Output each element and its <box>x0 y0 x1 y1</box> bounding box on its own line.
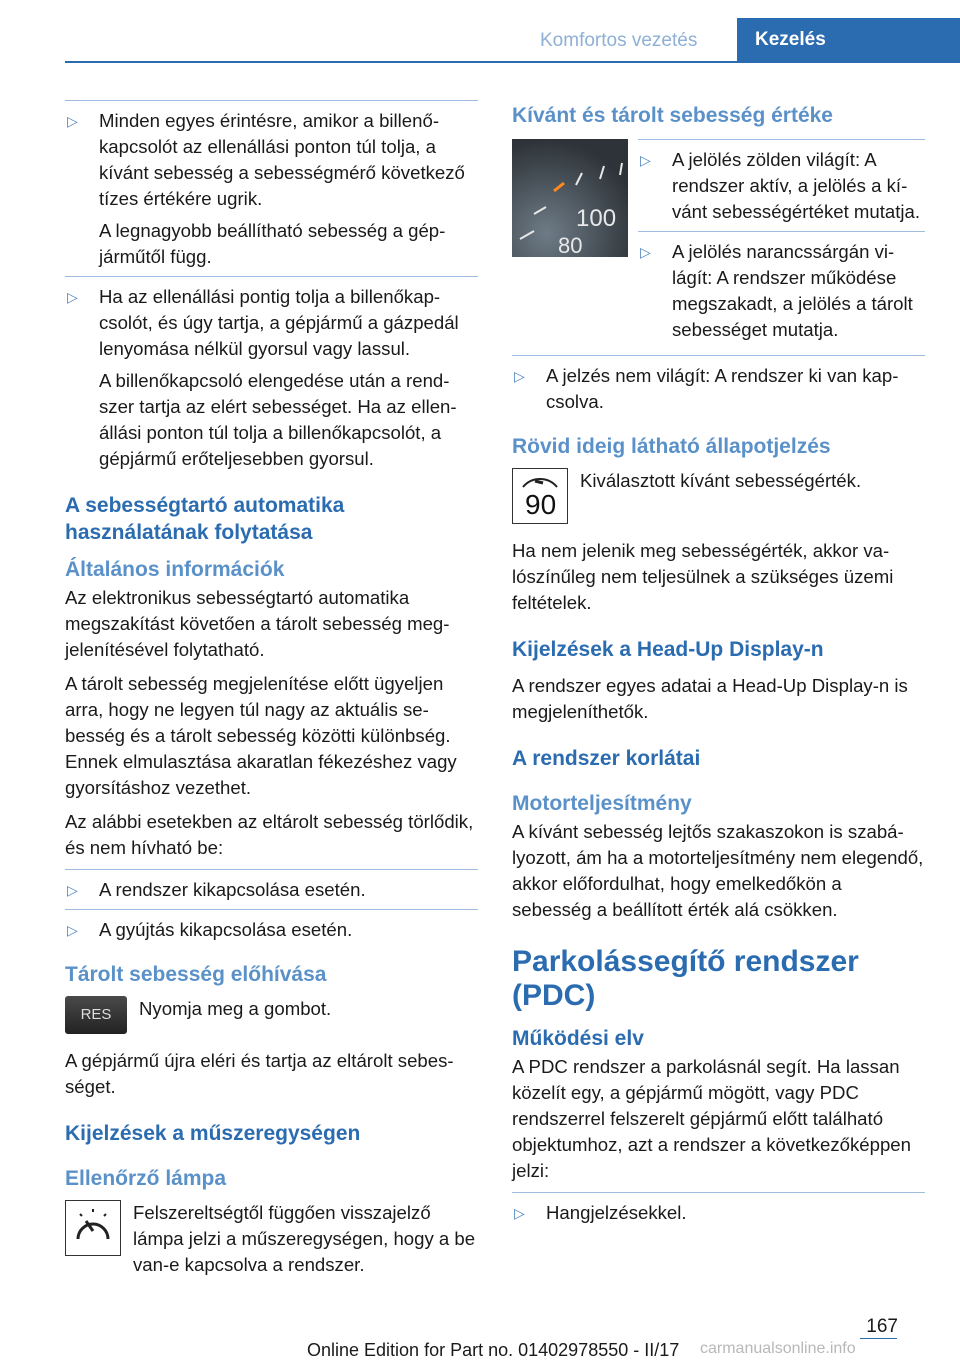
paragraph: A PDC rendszer a parkolásnál segít. Ha lassan közelít egy, a gépjármű mögött, vagy PDC rendszerrel felszerelt gépjármű előtt található objektumhoz, azt a rendszer a következőképpen jelzi: <box>512 1056 911 1181</box>
paragraph: Az elektronikus sebességtartó automatika megszakítást követően a tárolt sebesség megjelenítésével folytatható. <box>65 587 450 660</box>
footer-rule <box>860 1338 897 1339</box>
gauge-label-100: 100 <box>576 205 617 232</box>
triangle-bullet-icon: ▷ <box>514 368 525 384</box>
list-text: A gyújtás kikapcsolása esetén. <box>99 919 353 940</box>
list-item <box>638 139 925 225</box>
paragraph: Nyomja meg a gombot. <box>139 998 332 1019</box>
header-section-title: Komfortos vezetés <box>540 30 698 51</box>
triangle-bullet-icon: ▷ <box>67 882 78 898</box>
paragraph: A rendszer egyes adatai a Head-Up Display-n is megjeleníthetők. <box>512 675 908 722</box>
list-text: A rendszer kikapcsolása esetén. <box>99 879 366 900</box>
list-item <box>512 355 925 415</box>
page-number: 167 <box>866 1316 898 1337</box>
triangle-bullet-icon: ▷ <box>640 244 651 260</box>
paragraph: Felszereltségtől függően visszajelző lámpa jelzi a műszeregységen, hogy a be van-e kapcsolva a rendszer. <box>133 1202 476 1275</box>
list-text: Minden egyes érintésre, amikor a billenőkapcsolót az ellenállási ponton túl tolja, a kívánt sebesség a sebességmérő következő tízes értékére ugrik. <box>99 110 465 209</box>
left-column <box>65 100 478 1292</box>
subsection-heading: Általános információk <box>65 558 285 581</box>
subsection-heading: Rövid ideig látható állapotjelzés <box>512 435 831 458</box>
list-item <box>65 276 478 472</box>
paragraph: Ha nem jelenik meg sebességérték, akkor valószínűleg nem teljesülnek a szükséges üzemi feltételek. <box>512 540 894 613</box>
list-text: A jelzés nem világít: A rendszer ki van kapcsolva. <box>546 365 899 412</box>
gauge-list <box>638 139 925 349</box>
list-item <box>65 100 478 270</box>
section-heading: A rendszer korlátai <box>512 747 701 770</box>
list-item <box>65 869 478 903</box>
list-item <box>65 909 478 943</box>
triangle-bullet-icon: ▷ <box>67 922 78 938</box>
speed-90-icon <box>512 468 568 524</box>
gauge-label-80: 80 <box>558 233 583 257</box>
list-text: A jelölés narancssárgán világít: A rendszer működése megszakadt, a jelölés a tárolt sebességet mutatja. <box>672 241 913 340</box>
section-heading: Működési elv <box>512 1027 644 1050</box>
list-text: Hangjelzésekkel. <box>546 1202 687 1223</box>
header-rule <box>65 61 960 63</box>
triangle-bullet-icon: ▷ <box>640 152 651 168</box>
subsection-heading: Kívánt és tárolt sebesség értéke <box>512 104 833 127</box>
section-heading: Kijelzések a műszeregységen <box>65 1122 361 1145</box>
list-item <box>638 231 925 343</box>
right-column <box>512 100 925 1232</box>
subsection-heading: Motorteljesítmény <box>512 792 692 815</box>
paragraph: Az alábbi esetekben az eltárolt sebesség törlődik, és nem hívható be: <box>65 811 474 858</box>
triangle-bullet-icon: ▷ <box>67 113 78 129</box>
speedometer-lamp-icon <box>65 1200 121 1256</box>
chapter-heading: Parkolássegítő rendszer (PDC) <box>512 945 859 1012</box>
triangle-bullet-icon: ▷ <box>67 289 78 305</box>
list-text: A billenőkapcsoló elengedése után a rendszer tartja az elért sebességet. Ha az ellenállási ponton túl tolja a billenőkapcsolót, a gépjármű erőteljesebben gyorsul. <box>99 370 457 469</box>
paragraph: A gépjármű újra eléri és tartja az eltárolt sebességet. <box>65 1050 454 1097</box>
list-text: A jelölés zölden világít: A rendszer aktív, a jelölés a kívánt sebességértéket mutatja. <box>672 149 921 222</box>
edition-text: Online Edition for Part no. 01402978550 - II/17 <box>307 1340 680 1360</box>
list-text: Ha az ellenállási pontig tolja a billenőkapcsolót, és úgy tartja, a gépjármű a gázpedál lenyomása nélkül gyorsul vagy lassul. <box>99 286 459 359</box>
subsection-heading: Tárolt sebesség előhívása <box>65 963 327 986</box>
section-heading: Kijelzések a Head-Up Display-n <box>512 638 824 661</box>
res-button-label: RES <box>80 1006 112 1023</box>
res-button-row <box>65 996 478 1034</box>
gauge-block <box>512 139 925 349</box>
short-status-row <box>512 468 925 524</box>
section-heading: A sebességtartó automatika használatának folytatása <box>65 494 345 544</box>
paragraph: A tárolt sebesség megjelenítése előtt ügyeljen arra, hogy ne legyen túl nagy az aktuális sebesség és a tárolt sebesség közötti különbség. Ennek elmulasztása akaratlan fékezéshez vagy gyorsításhoz vezethet. <box>65 673 457 798</box>
paragraph: Kiválasztott kívánt sebességérték. <box>580 470 862 491</box>
res-button-image <box>65 996 127 1034</box>
list-text: A legnagyobb beállítható sebesség a gépjárműtől függ. <box>99 220 446 267</box>
triangle-bullet-icon: ▷ <box>514 1205 525 1221</box>
subsection-heading: Ellenőrző lámpa <box>65 1167 227 1190</box>
paragraph: A kívánt sebesség lejtős szakaszokon is szabályozott, ám ha a motorteljesítmény nem elegendő, akkor előfordulhat, hogy emelkedőkön a sebesség a beállított érték alá csökken. <box>512 821 924 920</box>
speedometer-gauge-image <box>512 139 628 257</box>
speed-90-label: 90 <box>525 489 557 520</box>
page-header <box>0 0 960 62</box>
header-chapter-tab: Kezelés <box>737 18 960 61</box>
watermark: carmanualsonline.info <box>700 1340 856 1357</box>
page-footer <box>0 1318 960 1362</box>
indicator-lamp-row <box>65 1200 478 1278</box>
list-item <box>512 1192 925 1226</box>
